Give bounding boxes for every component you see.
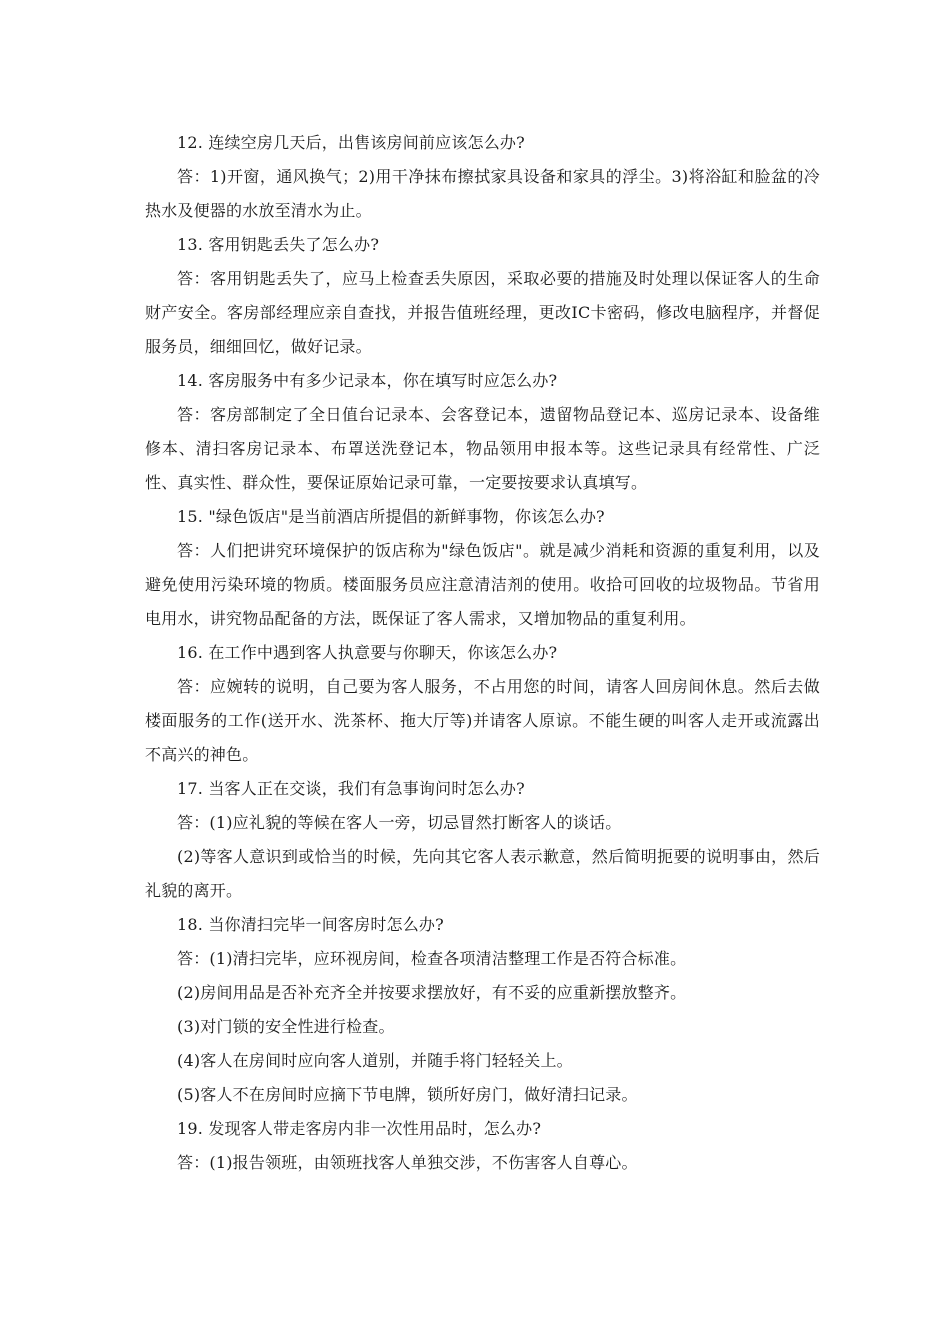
answer-12: 答：1)开窗，通风换气；2)用干净抹布擦拭家具设备和家具的浮尘。3)将浴缸和脸盆的冷热水及便器的水放至清水为止。 [145, 167, 820, 220]
answer-18-item-3: (3)对门锁的安全性进行检查。 [177, 1017, 395, 1036]
question-17: 17. 当客人正在交谈，我们有急事询问时怎么办? [177, 779, 525, 798]
answer-17-item-2: (2)等客人意识到或恰当的时候，先向其它客人表示歉意，然后简明扼要的说明事由，然后礼貌的离开。 [145, 847, 820, 900]
answer-18-item-1: 答：(1)清扫完毕，应环视房间，检查各项清洁整理工作是否符合标准。 [177, 949, 687, 968]
question-14: 14. 客房服务中有多少记录本，你在填写时应怎么办? [177, 371, 558, 390]
document-body [145, 126, 820, 1180]
question-15: 15. "绿色饭店"是当前酒店所提倡的新鲜事物，你该怎么办? [177, 507, 605, 526]
answer-18-item-5: (5)客人不在房间时应摘下节电牌，锁所好房门，做好清扫记录。 [177, 1085, 638, 1104]
answer-19-item-1: 答：(1)报告领班，由领班找客人单独交涉，不伤害客人自尊心。 [177, 1153, 638, 1172]
question-13: 13. 客用钥匙丢失了怎么办? [177, 235, 380, 254]
answer-15: 答：人们把讲究环境保护的饭店称为"绿色饭店"。就是减少消耗和资源的重复利用，以及避免使用污染环境的物质。楼面服务员应注意清洁剂的使用。收拾可回收的垃圾物品。节省用电用水，讲究物品配备的方法，既保证了客人需求，又增加物品的重复利用。 [145, 541, 820, 628]
answer-18-item-2: (2)房间用品是否补充齐全并按要求摆放好，有不妥的应重新摆放整齐。 [177, 983, 687, 1002]
answer-18-item-4: (4)客人在房间时应向客人道别，并随手将门轻轻关上。 [177, 1051, 573, 1070]
answer-14: 答：客房部制定了全日值台记录本、会客登记本，遗留物品登记本、巡房记录本、设备维修本、清扫客房记录本、布罩送洗登记本，物品领用申报本等。这些记录具有经常性、广泛性、真实性、群众性，要保证原始记录可靠，一定要按要求认真填写。 [145, 405, 820, 492]
question-12: 12. 连续空房几天后，出售该房间前应该怎么办? [177, 133, 525, 152]
question-18: 18. 当你清扫完毕一间客房时怎么办? [177, 915, 444, 934]
question-16: 16. 在工作中遇到客人执意要与你聊天，你该怎么办? [177, 643, 558, 662]
answer-17-item-1: 答：(1)应礼貌的等候在客人一旁，切忌冒然打断客人的谈话。 [177, 813, 622, 832]
answer-13: 答：客用钥匙丢失了，应马上检查丢失原因，采取必要的措施及时处理以保证客人的生命财产安全。客房部经理应亲自查找，并报告值班经理，更改IC卡密码，修改电脑程序，并督促服务员，细细回忆，做好记录。 [145, 269, 820, 356]
answer-16: 答：应婉转的说明，自己要为客人服务，不占用您的时间，请客人回房间休息。然后去做楼面服务的工作(送开水、洗茶杯、拖大厅等)并请客人原谅。不能生硬的叫客人走开或流露出不高兴的神色。 [145, 677, 820, 764]
question-19: 19. 发现客人带走客房内非一次性用品时，怎么办? [177, 1119, 542, 1138]
